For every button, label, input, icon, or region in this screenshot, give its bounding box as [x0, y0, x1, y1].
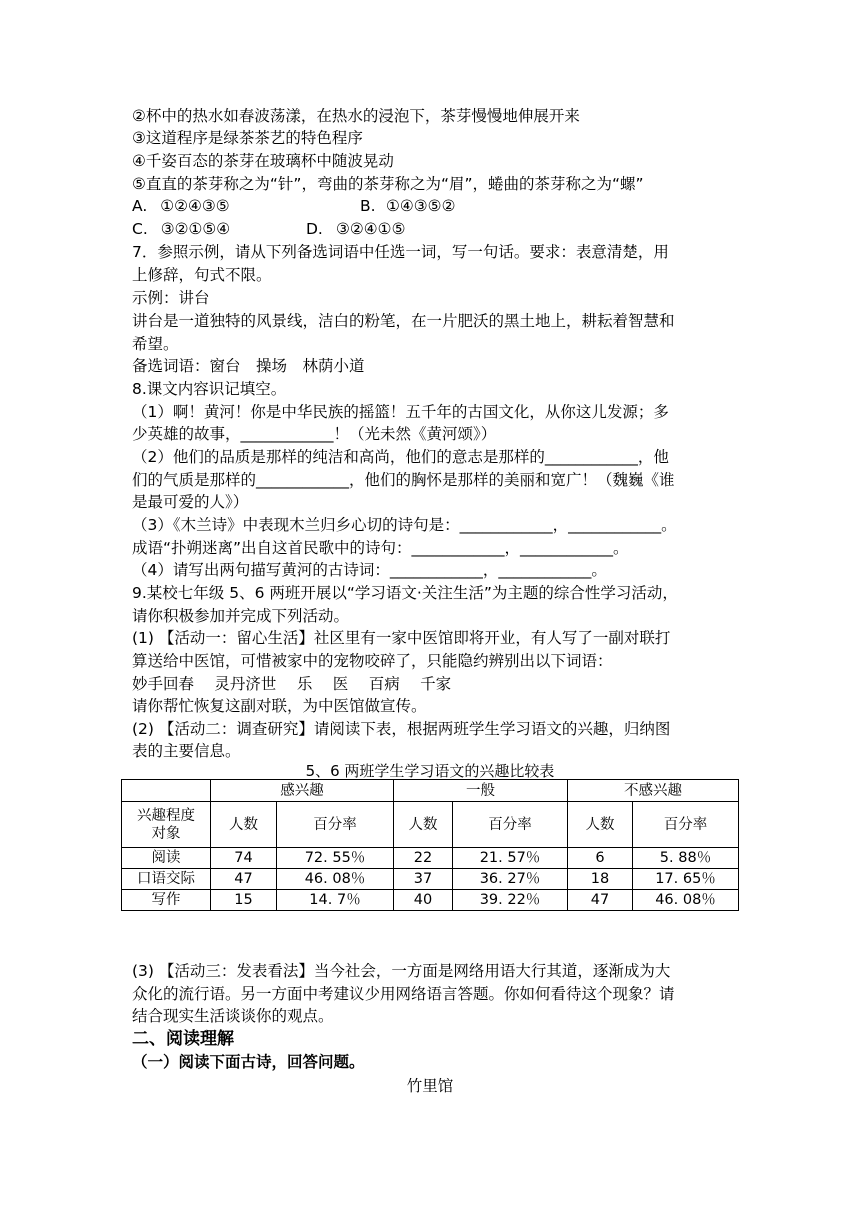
table-cell: 6: [568, 848, 633, 869]
section-2-1-heading: （一）阅读下面古诗，回答问题。: [132, 1053, 365, 1071]
table-cell: 22: [394, 848, 453, 869]
question-8-title: 8.课文内容识记填空。: [132, 380, 287, 398]
table-cell: 40: [394, 890, 453, 911]
table-cell: 18: [568, 869, 633, 890]
table-cell: 21. 57％: [453, 848, 568, 869]
activity-1-words: 妙手回春 灵丹济世 乐 医 百病 千家: [132, 675, 452, 693]
activity-2-line-2: 表的主要信息。: [132, 742, 241, 760]
example-label: 示例：讲台: [132, 289, 210, 307]
candidate-words: 备选词语：窗台 操场 林荫小道: [132, 357, 365, 375]
table-cell: 5. 88％: [633, 848, 739, 869]
section-2-heading: 二、阅读理解: [132, 1029, 234, 1049]
table-cell: 39. 22％: [453, 890, 568, 911]
example-text-2: 希望。: [132, 335, 179, 353]
group-header-interested: 感兴趣: [211, 780, 394, 802]
table-cell: 46. 08％: [277, 869, 394, 890]
activity-1-line-4: 请你帮忙恢复这副对联，为中医馆做宣传。: [132, 697, 427, 715]
option-item-4: ④千姿百态的茶芽在玻璃杯中随波晃动: [132, 152, 394, 170]
example-text-1: 讲台是一道独特的风景线，洁白的粉笔，在一片肥沃的黑土地上，耕耘着智慧和: [132, 312, 675, 330]
table-cell: 15: [211, 890, 277, 911]
table-row: [122, 869, 739, 890]
choice-d-value: ③②④①⑤: [336, 220, 406, 238]
corner-degree: 兴趣程度: [137, 807, 195, 824]
activity-3-line-2: 众化的流行语。另一方面中考建议少用网络语言答题。你如何看待这个现象？请: [132, 985, 675, 1003]
table-title: 5、6 两班学生学习语文的兴趣比较表: [305, 762, 555, 780]
question-8-1-line-1: （1）啊！黄河！你是中华民族的摇篮！五千年的古国文化，从你这儿发源；多: [132, 403, 669, 421]
row-label: 写作: [122, 890, 211, 911]
sub-header: 人数: [211, 802, 277, 848]
table-cell: 14. 7％: [277, 890, 394, 911]
activity-3-line-1: (3) 【活动三：发表看法】当今社会，一方面是网络用语大行其道，逐渐成为大: [132, 962, 671, 980]
choice-row-ab: [132, 196, 456, 216]
table-cell: 36. 27％: [453, 869, 568, 890]
row-label: 阅读: [122, 848, 211, 869]
choice-b-label: B.: [360, 197, 376, 215]
activity-2-line-1: (2) 【活动二：调查研究】请阅读下表，根据两班学生学习语文的兴趣，归纳图: [132, 720, 671, 738]
choice-row-cd: [132, 219, 406, 239]
question-8-2-line-1: （2）他们的品质是那样的纯洁和高尚，他们的意志是那样的____________，他: [132, 448, 669, 466]
corner-object: 对象: [151, 825, 181, 842]
sub-header: 百分率: [453, 802, 568, 848]
table-cell: 72. 55％: [277, 848, 394, 869]
choice-d-label: D.: [306, 220, 323, 238]
question-8-4: （4）请写出两句描写黄河的古诗词：____________，____________。: [132, 561, 607, 579]
table-cell: 47: [568, 890, 633, 911]
group-header-not-interested: 不感兴趣: [568, 780, 739, 802]
choice-a-value: ①②④③⑤: [160, 197, 230, 215]
question-9-line-1: 9.某校七年级 5、6 两班开展以“学习语文·关注生活”为主题的综合性学习活动，: [132, 584, 678, 602]
table-cell: 17. 65％: [633, 869, 739, 890]
question-8-3-line-1: （3）《木兰诗》中表现木兰归乡心切的诗句是：____________，____________。: [132, 516, 677, 534]
question-7-line-2: 上修辞，句式不限。: [132, 266, 272, 284]
table-cell: 37: [394, 869, 453, 890]
table-cell: 74: [211, 848, 277, 869]
question-8-2-line-2: 们的气质是那样的____________，他们的胸怀是那样的美丽和宽广！（魏巍《谁: [132, 471, 675, 489]
sub-header: 百分率: [633, 802, 739, 848]
poem-title: 竹里馆: [406, 1077, 454, 1095]
activity-1-line-1: (1) 【活动一：留心生活】社区里有一家中医馆即将开业，有人写了一副对联打: [132, 629, 671, 647]
row-label: 口语交际: [122, 869, 211, 890]
sub-header: 百分率: [277, 802, 394, 848]
option-item-3: ③这道程序是绿茶茶艺的特色程序: [132, 129, 363, 147]
question-9-line-2: 请你积极参加并完成下列活动。: [132, 607, 350, 625]
table-row: [122, 848, 739, 869]
question-7-line-1: 7．参照示例，请从下列备选词语中任选一词，写一句话。要求：表意清楚，用: [132, 243, 669, 261]
choice-c-value: ③②①⑤④: [160, 220, 231, 238]
group-header-neutral: 一般: [394, 780, 568, 802]
option-item-5: ⑤直直的茶芽称之为“针”，弯曲的茶芽称之为“眉”，蜷曲的茶芽称之为“螺”: [132, 175, 644, 193]
table-corner-header: [122, 802, 211, 848]
table-cell: 47: [211, 869, 277, 890]
table-corner-top: [122, 780, 211, 802]
activity-1-line-2: 算送给中医馆，可惜被家中的宠物咬碎了，只能隐约辨别出以下词语：: [132, 652, 613, 670]
interest-table: [121, 779, 739, 911]
option-item-2: ②杯中的热水如春波荡漾，在热水的浸泡下，茶芽慢慢地伸展开来: [132, 107, 580, 125]
choice-a-label: A.: [132, 197, 148, 215]
choice-b-value: ①④③⑤②: [386, 197, 456, 215]
question-8-3-line-2: 成语“扑朔迷离”出自这首民歌中的诗句：____________，____________。: [132, 539, 629, 557]
question-8-1-line-2: 少英雄的故事，____________！（光未然《黄河颂》）: [132, 425, 497, 443]
activity-3-line-3: 结合现实生活谈谈你的观点。: [132, 1007, 334, 1025]
sub-header: 人数: [568, 802, 633, 848]
table-cell: 46. 08％: [633, 890, 739, 911]
table-row: [122, 890, 739, 911]
question-8-2-line-3: 是最可爱的人》）: [132, 493, 249, 511]
choice-c-label: C.: [132, 220, 148, 238]
sub-header: 人数: [394, 802, 453, 848]
